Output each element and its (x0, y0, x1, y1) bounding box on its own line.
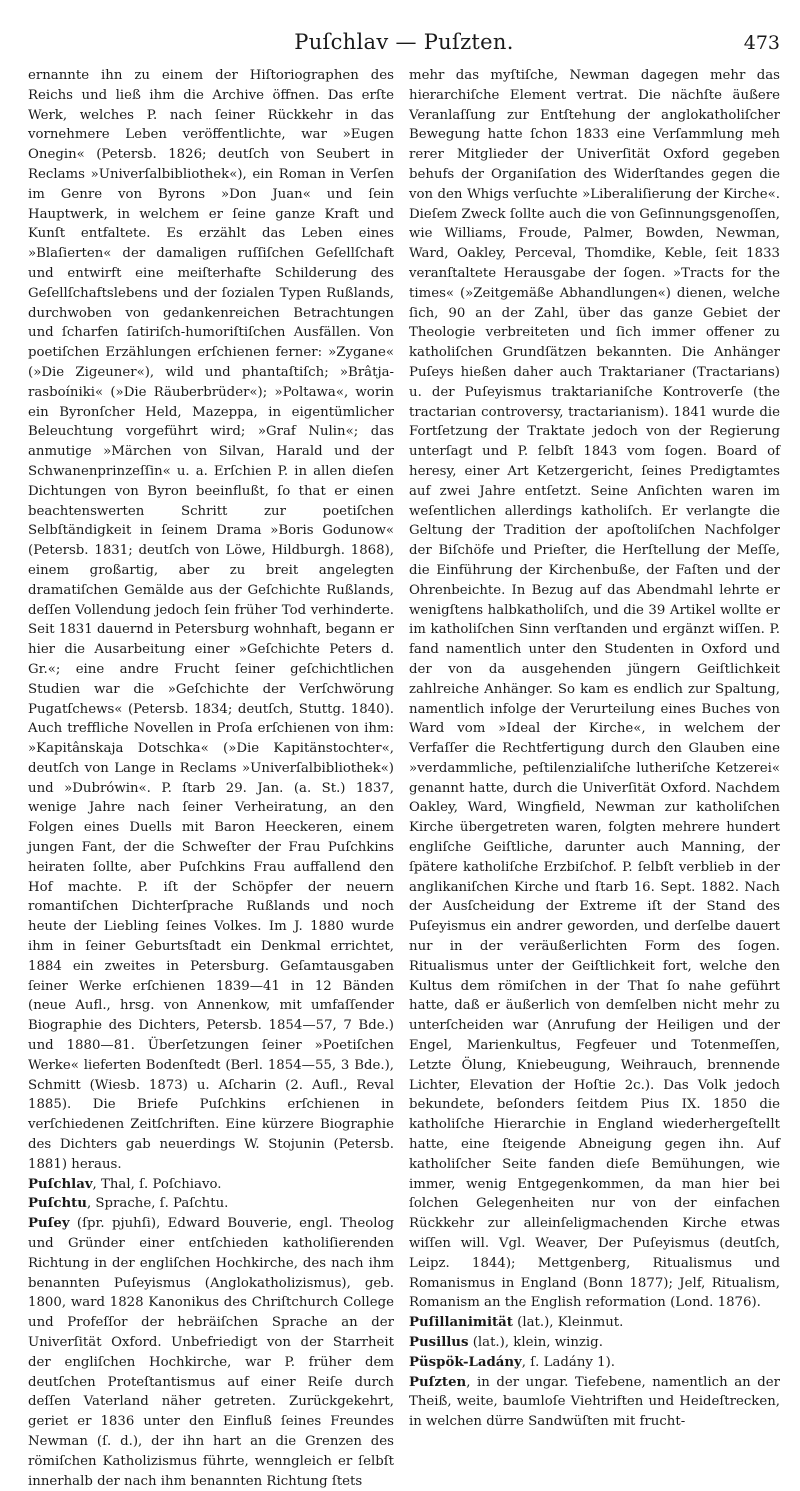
entry-headword: Puſchlav (28, 1176, 93, 1192)
entry-headword: Pusillus (409, 1335, 469, 1350)
entry-text: (ſpr. pjuhſi), Edward Bouverie, engl. Theolog und Gründer einer entſchieden katholiſierenden Richtung in der engliſchen Hochkirche, des nach ihm benannten Puſeyismus (Anglokatholizismus), geb. 1800, ward 1828 Kanonikus des Chriſtchurch College und Profeſſor der hebräiſchen Sprache an der Univerſität Oxford. Unbefriedigt von der Starrheit der engliſchen Hochkirche, war P. früher dem deutſchen Proteſtantismus auf einer Reiſe durch deſſen Vaterland näher getreten. Zurückgekehrt, geriet er 1836 unter den Einfluß ſeines Freundes Newman (ſ. d.), der ihn hart an die Grenzen des römiſchen Katholizismus führte, wenngleich er ſelbſt innerhalb der nach ihm benannten Richtung ſtets (28, 1216, 394, 1489)
entry-text: , Sprache, ſ. Paſchtu. (86, 1196, 229, 1212)
entry-pusillus (409, 1333, 780, 1353)
page-title: Puſchlav — Puſzten. (294, 30, 514, 54)
entry-pusey (28, 1214, 394, 1491)
entry-headword: Puſillanimität (409, 1315, 513, 1331)
right-column (409, 66, 780, 1430)
entry-puszten (409, 1373, 780, 1432)
entry-text: (lat.), Kleinmut. (512, 1315, 624, 1331)
entry-text: , ſ. Ladány 1). (521, 1354, 615, 1370)
page-number: 473 (743, 32, 780, 54)
entry-headword: Puſey (28, 1216, 70, 1232)
entry-text: , Thal, ſ. Poſchiavo. (92, 1176, 222, 1192)
entry-pusillanimitaet (409, 1313, 780, 1333)
left-column (28, 66, 394, 1489)
entry-text: , in der ungar. Tiefebene, namentlich an der Theiß, weite, baumloſe Viehtriften und Heideſtrecken, in welchen dürre Sandwüſten mit frucht- (409, 1374, 780, 1430)
entry-headword: Püspök-Ladány (409, 1354, 522, 1370)
entry-puschtu (28, 1194, 394, 1214)
paragraph-continuation: mehr das myſtiſche, Newman dagegen mehr das hierarchiſche Element vertrat. Die nächſte äußere Veranlaſſung zur Entſtehung der anglokatholiſcher Bewegung hatte ſchon 1833 eine Verſammlung meh rerer Mitglieder der Univerſität Oxford gegeben behufs der Organiſation des Widerſtandes gegen die von den Whigs verſuchte »Liberaliſierung der Kirche«. Dieſem Zweck ſollte auch die von Geſinnungsgenoſſen, wie Williams, Froude, Palmer, Bowden, Newman, Ward, Oakley, Perceval, Thomdike, Keble, ſeit 1833 veranſtaltete Herausgabe der ſogen. »Tracts for the times« (»Zeitgemäße Abhandlungen«) dienen, welche ſich, 90 an der Zahl, über das ganze Gebiet der Theologie verbreiteten und ſich immer offener zu katholiſchen Grundſätzen bekannten. Die Anhänger Puſeys hießen daher auch Traktarianer (Tractarians) u. der Puſeyismus traktarianiſche Kontroverſe (the tractarian controversy, tractarianism). 1841 wurde die Fortſetzung der Traktate jedoch von der Regierung unterſagt und P. ſelbſt 1843 vom ſogen. Board of heresy, einer Art Ketzergericht, ſeines Predigtamtes auf zwei Jahre entſetzt. Seine Anſichten waren im weſentlichen allerdings katholiſch. Er verlangte die Geltung der Tradition der apoſtoliſchen Nachfolger der Biſchöfe und Prieſter, die Herſtellung der Meſſe, die Einführung der Kirchenbuße, der Faſten und der Ohrenbeichte. In Bezug auf das Abendmahl lehrte er wenigſtens halbkatholiſch, und die 39 Artikel wollte er im katholiſchen Sinn verſtanden und ergänzt wiſſen. P. fand namentlich unter den Studenten in Oxford und der von da ausgehenden jüngern Geiſtlichkeit zahlreiche Anhänger. So kam es endlich zur Spaltung, namentlich infolge der Verurteilung eines Buches von Ward vom »Ideal der Kirche«, in welchem der Verfaſſer die Rechtfertigung durch den Glauben eine »verdammliche, peſtilenzialiſche lutheriſche Ketzerei« genannt hatte, durch die Univerſität Oxford. Nachdem Oakley, Ward, Wingfield, Newman zur katholiſchen Kirche übergetreten waren, folgten mehrere hundert engliſche Geiſtliche, darunter auch Manning, der ſpätere katholiſche Erzbiſchof. P. ſelbſt verblieb in der anglikaniſchen Kirche und ſtarb 16. Sept. 1882. Nach der Ausſcheidung der Extreme iſt der Stand des Puſeyismus ein andrer geworden, und derſelbe dauert nur in der veräußerlichten Form des ſogen. Ritualismus unter der Geiſtlichkeit fort, welche den Kultus dem römiſchen in der That ſo nahe geführt hatte, daß er äußerlich von demſelben nicht mehr zu unterſcheiden war (Anrufung der Heiligen und der Engel, Marienkultus, Fegfeuer und Totenmeſſen, Letzte Ölung, Kniebeugung, Weihrauch, brennende Lichter, Elevation der Hoſtie 2c.). Das Volk jedoch bekundete, beſonders ſeitdem Pius IX. 1850 die katholiſche Hierarchie in England wiederhergeſtellt hatte, eine ſteigende Abneigung gegen ihn. Auf katholiſcher Seite fanden dieſe Bemühungen, wie immer, wenig Entgegenkommen, da man hier bei ſolchen Gelegenheiten nur von der einfachen Rückkehr zur alleinſeligmachenden Kirche etwas wiſſen will. Vgl. Weaver, Der Puſeyismus (deutſch, Leipz. 1844); Mettgenberg, Ritualismus und Romanismus in England (Bonn 1877); Jelf, Ritualism, Romanism an the English reformation (Lond. 1876). (409, 68, 780, 1311)
entry-puschlav (28, 1175, 394, 1195)
paragraph-intro: ernannte ihn zu einem der Hiſtoriographen des Reichs und ließ ihm die Archive öffnen. Das erſte Werk, welches P. nach ſeiner Rückkehr in das vornehmere Leben veröffentlichte, war »Eugen Onegin« (Petersb. 1826; deutſch von Seubert in Reclams »Univerſalbibliothek«), ein Roman in Verſen im Genre von Byrons »Don Juan« und ſein Hauptwerk, in welchem er ſeine ganze Kraft und Kunſt entfaltete. Es erzählt das Leben eines »Blaſierten« der damaligen ruſſiſchen Geſellſchaft und entwirft eine meiſterhafte Schilderung des Geſellſchaftslebens und der ſozialen Typen Rußlands, durchwoben von gedankenreichen Betrachtungen und ſcharfen ſatiriſch-humoriſtiſchen Ausfällen. Von poetiſchen Erzählungen erſchienen ferner: »Zygane« (»Die Zigeuner«), wild und phantaſtiſch; »Brâtja-rasboíniki« (»Die Räuberbrüder«); »Poltawa«, worin ein Byronſcher Held, Mazeppa, in eigentümlicher Beleuchtung vorgeführt wird; »Graf Nulin«; das anmutige »Märchen von Silvan, Harald und der Schwanenprinzeſſin« u. a. Erſchien P. in allen dieſen Dichtungen von Byron beeinflußt, ſo that er einen beachtenswerten Schritt zur poetiſchen Selbſtändigkeit in ſeinem Drama »Boris Godunow« (Petersb. 1831; deutſch von Löwe, Hildburgh. 1868), einem großartig, aber zu breit angelegten dramatiſchen Gemälde aus der Geſchichte Rußlands, deſſen Vollendung jedoch ſein früher Tod verhinderte. Seit 1831 dauernd in Petersburg wohnhaft, begann er hier die Ausarbeitung einer »Geſchichte Peters d. Gr.«; eine andre Frucht ſeiner geſchichtlichen Studien war die »Geſchichte der Verſchwörung Pugatſchews« (Petersb. 1834; deutſch, Stuttg. 1840). Auch treffliche Novellen in Proſa erſchienen von ihm: »Kapitânskaja Dotschka« (»Die Kapitänstochter«, deutſch von Lange in Reclams »Univerſalbibliothek«) und »Dubrówin«. P. ſtarb 29. Jan. (a. St.) 1837, wenige Jahre nach ſeiner Verheiratung, an den Folgen eines Duells mit Baron Heeckeren, einem jungen Fant, der die Schweſter der Frau Puſchkins heiraten ſollte, aber Puſchkins Frau auffallend den Hof machte. P. iſt der Schöpfer der neuern romantiſchen Dichterſprache Rußlands und noch heute der Liebling ſeines Volkes. Im J. 1880 wurde ihm in ſeiner Geburtsſtadt ein Denkmal errichtet, 1884 ein zweites in Petersburg. Geſamtausgaben ſeiner Werke erſchienen 1839—41 in 12 Bänden (neue Aufl., hrsg. von Annenkow, mit umfaſſender Biographie des Dichters, Petersb. 1854—57, 7 Bde.) und 1880—81. Überſetzungen ſeiner »Poetiſchen Werke« lieferten Bodenſtedt (Berl. 1854—55, 3 Bde.), Schmitt (Wiesb. 1873) u. Aſcharin (2. Aufl., Reval 1885). Die Briefe Puſchkins erſchienen in verſchiedenen Zeitſchriften. Eine kürzere Biographie des Dichters gab neuerdings W. Stojunin (Petersb. 1881) heraus. (28, 68, 394, 1172)
entry-puespoek-ladany (409, 1353, 780, 1373)
running-header (28, 30, 780, 60)
entry-text: (lat.), klein, winzig. (468, 1335, 603, 1350)
entry-headword: Puſchtu (28, 1196, 87, 1212)
entry-headword: Puſzten (409, 1374, 467, 1390)
